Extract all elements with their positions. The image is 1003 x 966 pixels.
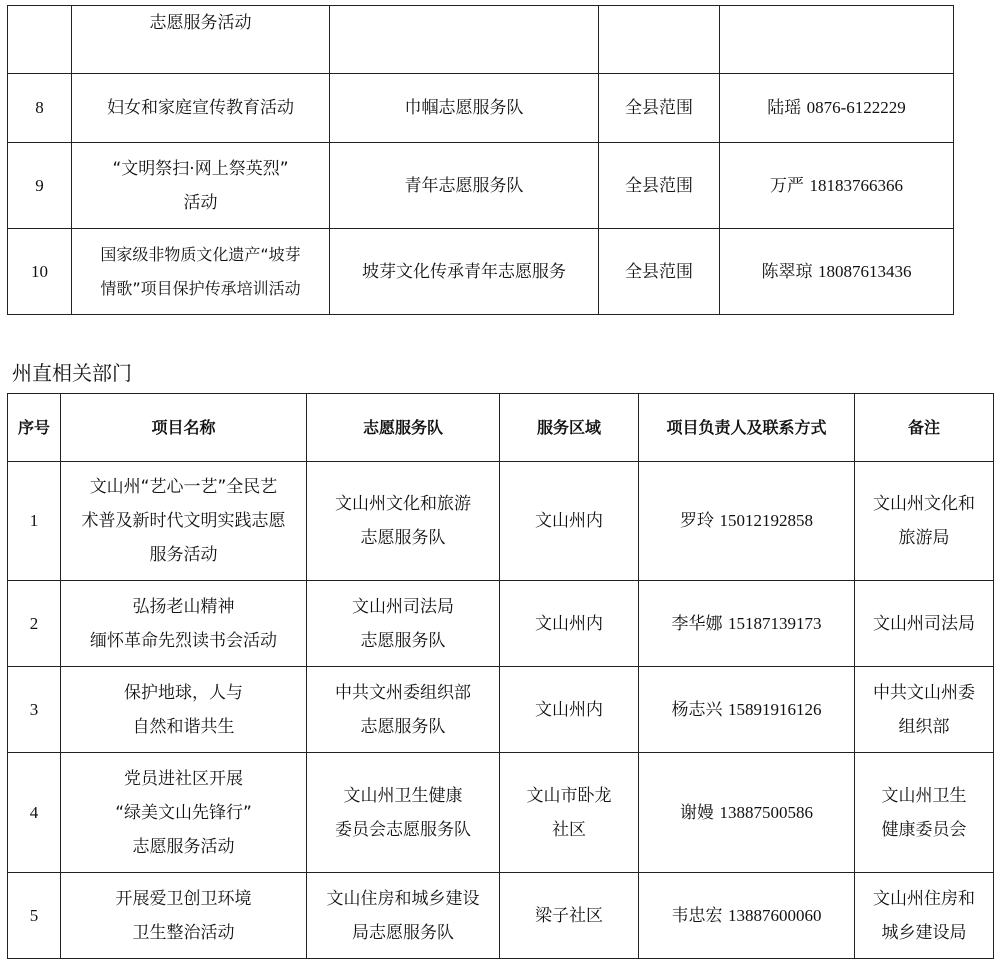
- contact-name: 谢嫚: [680, 802, 715, 823]
- contact: [639, 667, 855, 753]
- table-row: [8, 462, 994, 581]
- contact: [720, 143, 954, 229]
- contact: [639, 873, 855, 959]
- note: 文山州卫生 健康委员会: [855, 753, 994, 873]
- project-name: 弘扬老山精神 缅怀革命先烈读书会活动: [61, 581, 307, 667]
- service-area: 全县范围: [599, 74, 720, 143]
- contact: [720, 74, 954, 143]
- row-number: 4: [8, 753, 61, 873]
- service-area: 文山州内: [500, 581, 639, 667]
- service-area: 文山州内: [500, 667, 639, 753]
- volunteer-team: 文山住房和城乡建设 局志愿服务队: [307, 873, 500, 959]
- contact-phone: 13887600060: [727, 905, 822, 925]
- contact: [639, 462, 855, 581]
- header-team: 志愿服务队: [307, 394, 500, 462]
- project-name: “文明祭扫·网上祭英烈” 活动: [72, 143, 330, 229]
- contact-name: 李华娜: [671, 613, 723, 634]
- volunteer-team: 坡芽文化传承青年志愿服务: [330, 229, 599, 315]
- row-number: 9: [8, 143, 72, 229]
- department-volunteer-table: [7, 393, 994, 959]
- contact-phone: 15012192858: [719, 511, 813, 530]
- table-row: [8, 74, 954, 143]
- contact-name: 罗玲: [680, 511, 715, 531]
- table-row: [8, 581, 994, 667]
- header-row: [8, 394, 994, 462]
- note: 文山州住房和 城乡建设局: [855, 873, 994, 959]
- volunteer-team: 文山州卫生健康 委员会志愿服务队: [307, 753, 500, 873]
- note: 文山州文化和 旅游局: [855, 462, 994, 581]
- row-number: 3: [8, 667, 61, 753]
- row-number: [8, 6, 72, 74]
- project-name: 保护地球，人与 自然和谐共生: [61, 667, 307, 753]
- service-area: 文山州内: [500, 462, 639, 581]
- volunteer-team: 巾帼志愿服务队: [330, 74, 599, 143]
- row-number: 1: [8, 462, 61, 581]
- header-area: 服务区域: [500, 394, 639, 462]
- project-name: 文山州“艺心一艺”全民艺 术普及新时代文明实践志愿 服务活动: [61, 462, 307, 581]
- service-area: 文山市卧龙 社区: [500, 753, 639, 873]
- contact-name: 陈翠琼: [761, 261, 813, 282]
- service-area: 全县范围: [599, 229, 720, 315]
- project-name: 党员进社区开展 “绿美文山先锋行” 志愿服务活动: [61, 753, 307, 873]
- contact-phone: 15891916126: [727, 699, 822, 719]
- project-name: 妇女和家庭宣传教育活动: [72, 74, 330, 143]
- section-heading: 州直相关部门: [12, 361, 132, 385]
- header-project: 项目名称: [61, 394, 307, 462]
- volunteer-team: 文山州文化和旅游 志愿服务队: [307, 462, 500, 581]
- row-number: 5: [8, 873, 61, 959]
- header-no: 序号: [8, 394, 61, 462]
- header-contact: 项目负责人及联系方式: [639, 394, 855, 462]
- volunteer-team: 文山州司法局 志愿服务队: [307, 581, 500, 667]
- table-row: [8, 229, 954, 315]
- table-row: [8, 6, 954, 74]
- note: 中共文山州委 组织部: [855, 667, 994, 753]
- contact-name: 万严: [770, 175, 805, 196]
- table-row: [8, 143, 954, 229]
- row-number: 8: [8, 74, 72, 143]
- service-area: 梁子社区: [500, 873, 639, 959]
- contact-phone: 15187139173: [727, 613, 822, 633]
- contact-name: 杨志兴: [671, 699, 723, 720]
- note: 文山州司法局: [855, 581, 994, 667]
- contact: [720, 229, 954, 315]
- contact: [639, 753, 855, 873]
- contact-phone: 18183766366: [809, 175, 903, 195]
- row-number: 10: [8, 229, 72, 315]
- table-row: [8, 753, 994, 873]
- volunteer-team: [330, 6, 599, 74]
- service-area: 全县范围: [599, 143, 720, 229]
- service-area: [599, 6, 720, 74]
- project-name: 开展爱卫创卫环境 卫生整治活动: [61, 873, 307, 959]
- contact-phone: 13887500586: [719, 802, 813, 822]
- contact-phone: 18087613436: [817, 261, 912, 281]
- contact: [720, 6, 954, 74]
- contact: [639, 581, 855, 667]
- volunteer-team: 青年志愿服务队: [330, 143, 599, 229]
- row-number: 2: [8, 581, 61, 667]
- contact-phone: 0876-6122229: [806, 98, 906, 117]
- volunteer-team: 中共文州委组织部 志愿服务队: [307, 667, 500, 753]
- project-name: 志愿服务活动: [72, 6, 330, 74]
- top-volunteer-table: [7, 5, 954, 315]
- contact-name: 韦忠宏: [671, 905, 723, 926]
- table-row: [8, 873, 994, 959]
- header-note: 备注: [855, 394, 994, 462]
- project-name: 国家级非物质文化遗产“坡芽 情歌”项目保护传承培训活动: [72, 229, 330, 315]
- contact-name: 陆瑶: [767, 98, 802, 118]
- table-row: [8, 667, 994, 753]
